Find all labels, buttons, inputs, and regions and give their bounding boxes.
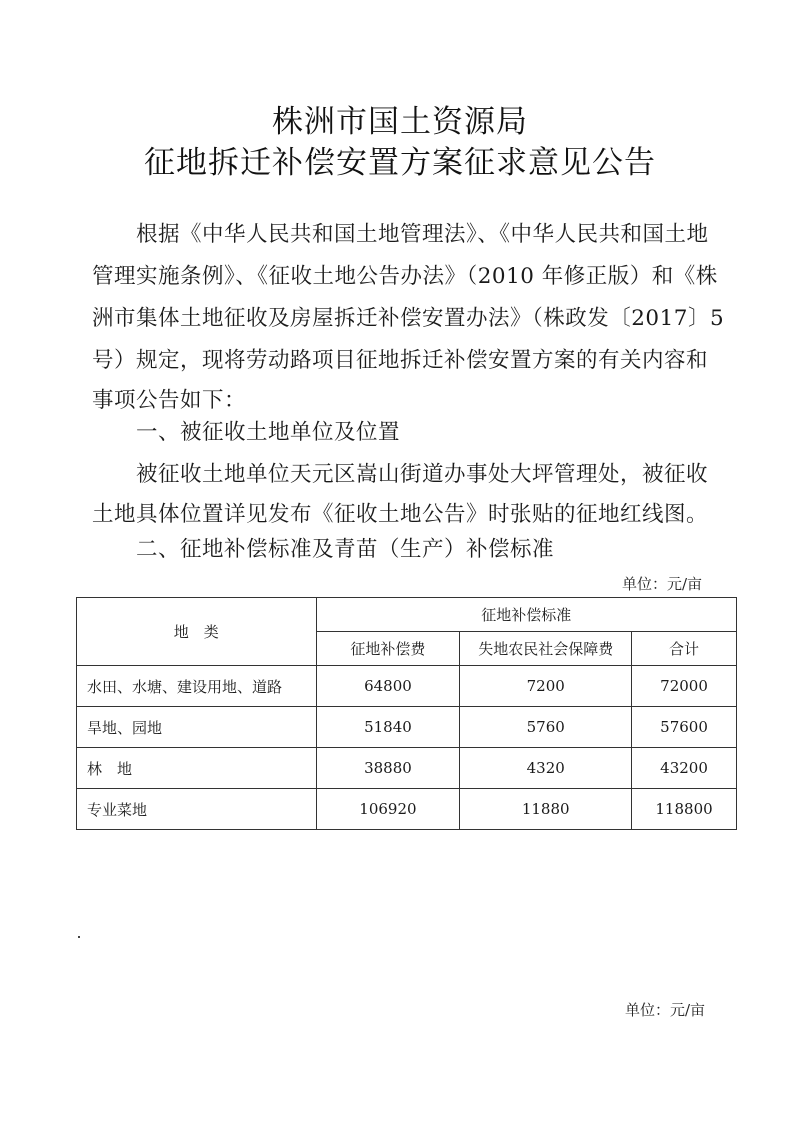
cell-land-type: 水田、水塘、建设用地、道路 — [77, 666, 317, 707]
table-row — [77, 707, 737, 748]
cell-total: 43200 — [632, 748, 737, 789]
cell-social-security: 11880 — [460, 789, 632, 830]
cell-land-compensation: 38880 — [316, 748, 460, 789]
header-total: 合计 — [632, 632, 737, 666]
paragraph-line: 事项公告如下： — [92, 388, 247, 413]
cell-total: 72000 — [632, 666, 737, 707]
paragraph-line: 管理实施条例》、《征收土地公告办法》（2010 年修正版）和《株 — [92, 264, 718, 289]
cell-total: 118800 — [632, 789, 737, 830]
table-row — [77, 666, 737, 707]
cell-land-type: 林 地 — [77, 748, 317, 789]
unit-label-top: 单位：元/亩 — [622, 575, 703, 593]
table-header-row — [77, 598, 737, 632]
cell-social-security: 4320 — [460, 748, 632, 789]
table-row — [77, 748, 737, 789]
cell-land-type: 专业菜地 — [77, 789, 317, 830]
scan-speck — [78, 936, 80, 938]
compensation-table — [76, 597, 737, 830]
cell-total: 57600 — [632, 707, 737, 748]
cell-land-compensation: 51840 — [316, 707, 460, 748]
unit-label-bottom: 单位：元/亩 — [625, 1001, 706, 1019]
table-row — [77, 789, 737, 830]
header-land-compensation: 征地补偿费 — [316, 632, 460, 666]
paragraph-line: 土地具体位置详见发布《征收土地公告》时张贴的征地红线图。 — [92, 502, 709, 527]
paragraph-line: 洲市集体土地征收及房屋拆迁补偿安置办法》（株政发〔2017〕5 — [92, 306, 725, 331]
paragraph-line: 被征收土地单位天元区嵩山街道办事处大坪管理处，被征收 — [92, 462, 709, 487]
paragraph-line: 根据《中华人民共和国土地管理法》、《中华人民共和国土地 — [92, 222, 709, 247]
document-title-line2: 征地拆迁补偿安置方案征求意见公告 — [144, 145, 656, 181]
document-title-line1: 株洲市国土资源局 — [272, 104, 528, 140]
cell-social-security: 5760 — [460, 707, 632, 748]
cell-land-compensation: 64800 — [316, 666, 460, 707]
header-compensation-standard: 征地补偿标准 — [316, 598, 736, 632]
section1-heading: 一、被征收土地单位及位置 — [92, 420, 401, 445]
cell-land-compensation: 106920 — [316, 789, 460, 830]
section2-heading: 二、征地补偿标准及青苗（生产）补偿标准 — [92, 537, 555, 562]
cell-land-type: 旱地、园地 — [77, 707, 317, 748]
paragraph-line: 号）规定，现将劳动路项目征地拆迁补偿安置方案的有关内容和 — [92, 348, 709, 373]
cell-social-security: 7200 — [460, 666, 632, 707]
header-social-security: 失地农民社会保障费 — [460, 632, 632, 666]
header-land-type: 地 类 — [77, 598, 317, 666]
